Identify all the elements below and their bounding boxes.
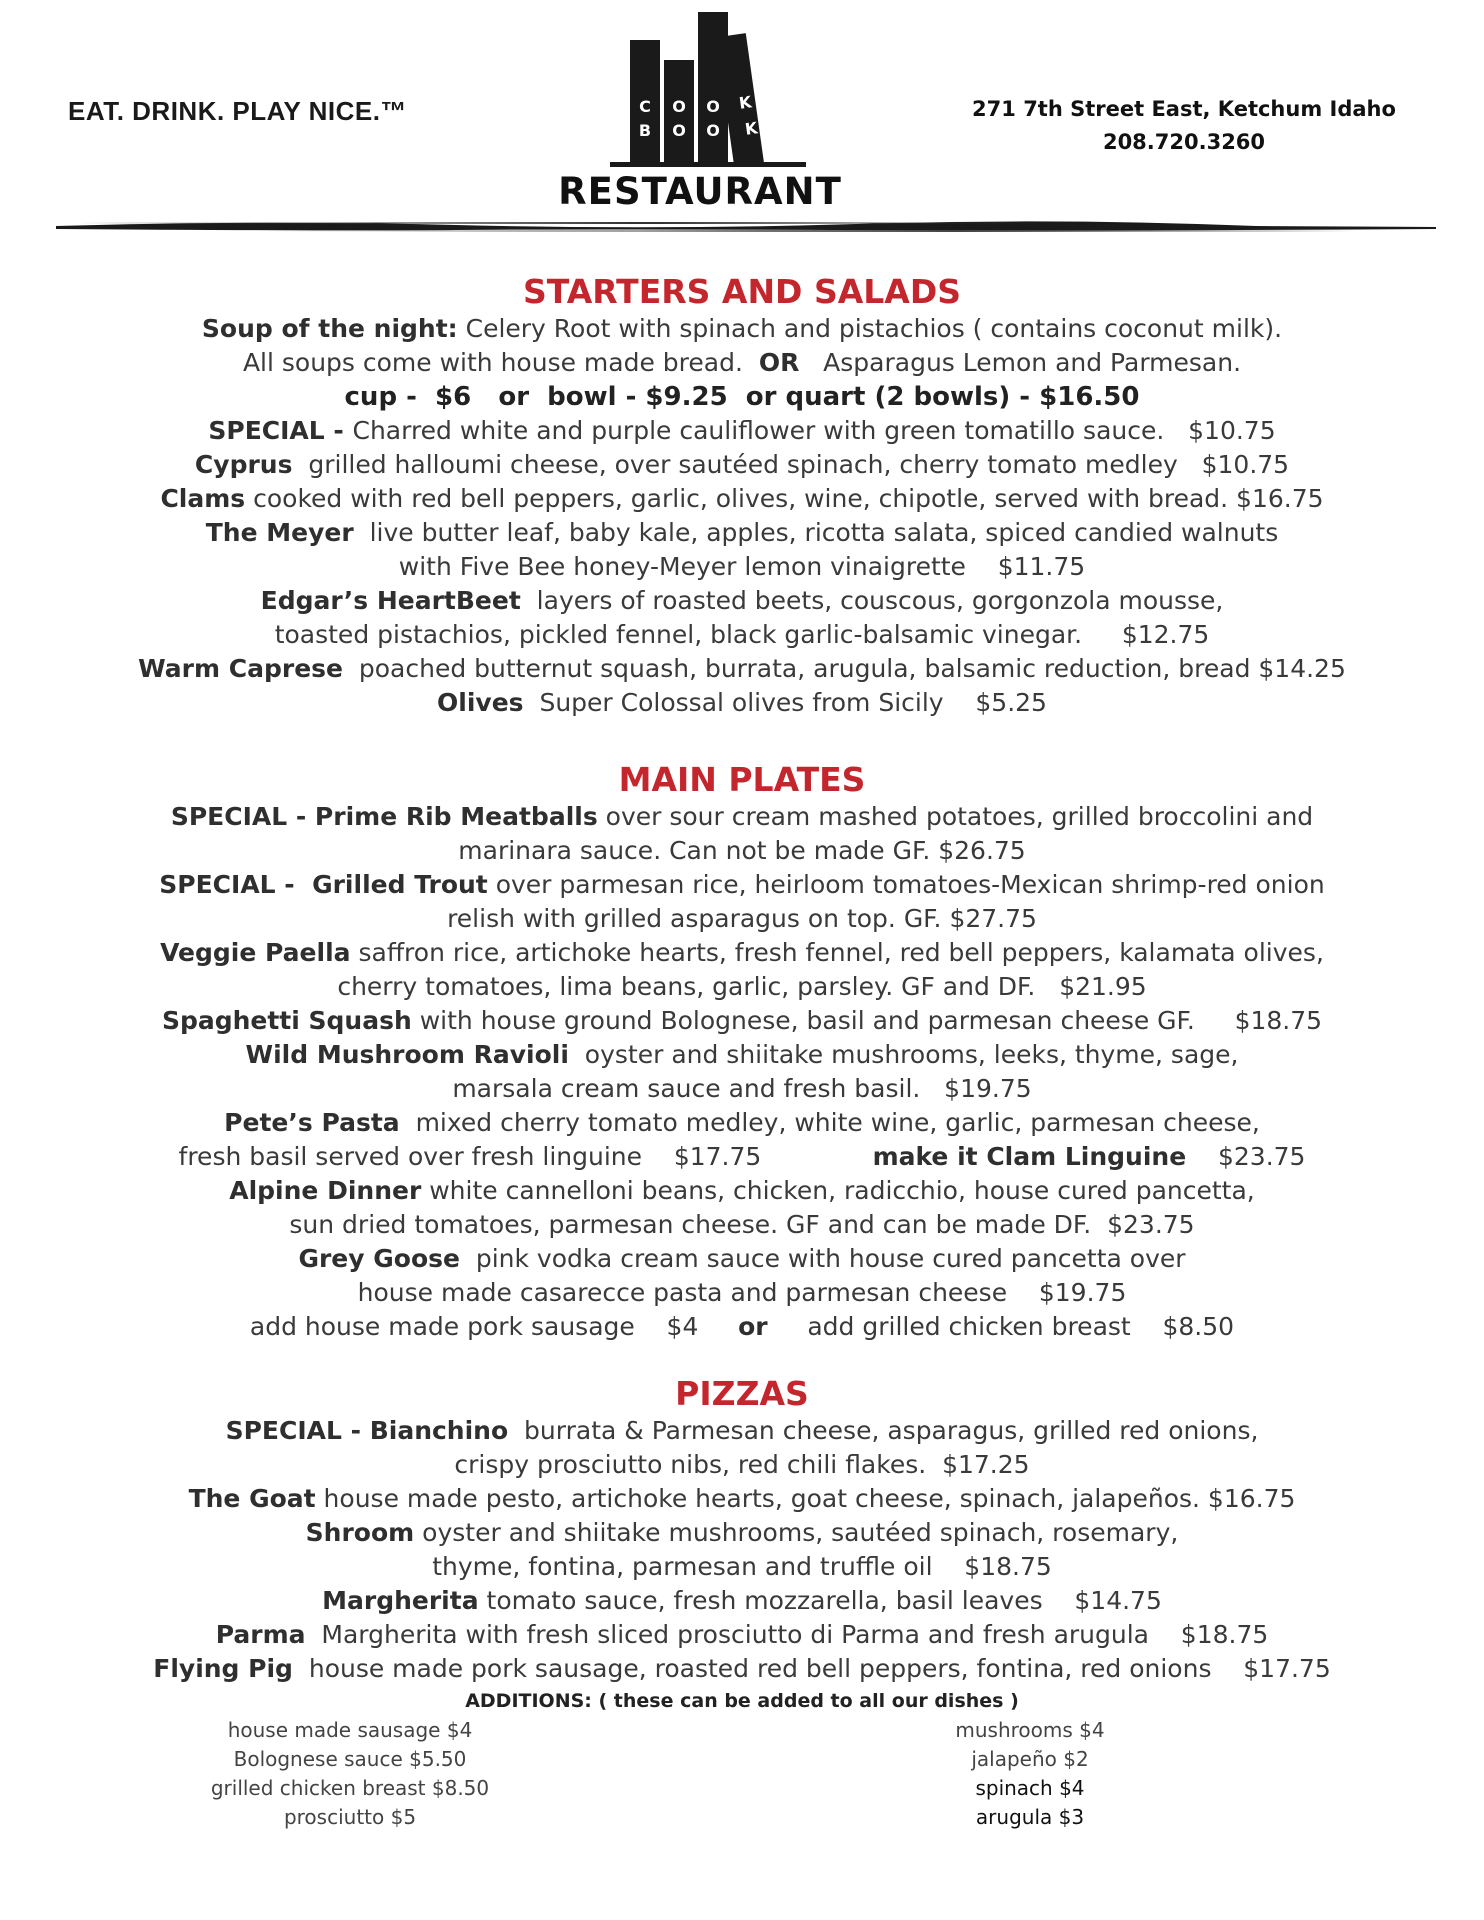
item-name: Pete’s Pasta bbox=[224, 1108, 400, 1137]
item-name: Margherita bbox=[322, 1586, 479, 1615]
tagline: EAT. DRINK. PLAY NICE.™ bbox=[68, 96, 407, 126]
item-name: SPECIAL - Grilled Trout bbox=[159, 870, 488, 899]
item-desc: with house ground Bolognese, basil and parmesan cheese GF. $18.75 bbox=[411, 1006, 1323, 1035]
menu-item-flying-pig bbox=[0, 1652, 1484, 1686]
item-name: Shroom bbox=[305, 1518, 415, 1547]
logo-letter: O bbox=[672, 121, 686, 140]
menu-item-cyprus bbox=[0, 448, 1484, 482]
menu-item-clams bbox=[0, 482, 1484, 516]
menu-item-warm-caprese bbox=[0, 652, 1484, 686]
brush-divider bbox=[56, 218, 1436, 238]
item-desc: saffron rice, artichoke hearts, fresh fennel, red bell peppers, kalamata olives, bbox=[350, 938, 1324, 967]
menu-item-ravioli-line2: marsala cream sauce and fresh basil. $19.75 bbox=[452, 1074, 1032, 1103]
menu-item-bianchino-line2: crispy prosciutto nibs, red chili flakes. $17.25 bbox=[454, 1450, 1030, 1479]
item-name: Edgar’s HeartBeet bbox=[260, 586, 521, 615]
menu-item-heartbeet bbox=[0, 584, 1484, 618]
item-desc: oyster and shiitake mushrooms, leeks, thyme, sage, bbox=[568, 1040, 1239, 1069]
logo-letter: K bbox=[737, 92, 753, 113]
additions-title: ADDITIONS: ( these can be added to all our dishes ) bbox=[465, 1690, 1019, 1712]
menu-item-grey-goose bbox=[0, 1242, 1484, 1276]
menu-item-shroom bbox=[0, 1516, 1484, 1550]
menu-item-meyer bbox=[0, 516, 1484, 550]
item-desc: cooked with red bell peppers, garlic, olives, wine, chipotle, served with bread. $16.75 bbox=[245, 484, 1324, 513]
main-addons bbox=[0, 1310, 1484, 1344]
section-title-starters: STARTERS AND SALADS bbox=[523, 272, 961, 311]
menu-item-trout bbox=[0, 868, 1484, 902]
item-desc: Asparagus Lemon and Parmesan. bbox=[799, 348, 1242, 377]
section-gap bbox=[0, 1344, 1484, 1374]
menu-item-heartbeet-line2: toasted pistachios, pickled fennel, black garlic-balsamic vinegar. $12.75 bbox=[274, 620, 1210, 649]
restaurant-title: RESTAURANT bbox=[558, 170, 842, 213]
menu-item-bianchino bbox=[0, 1414, 1484, 1448]
item-name: The Meyer bbox=[205, 518, 354, 547]
item-desc: over parmesan rice, heirloom tomatoes-Mexican shrimp-red onion bbox=[487, 870, 1325, 899]
logo-letter: K bbox=[743, 118, 759, 139]
item-name: make it Clam Linguine bbox=[872, 1142, 1187, 1171]
item-desc: Charred white and purple cauliflower with green tomatillo sauce. $10.75 bbox=[352, 416, 1276, 445]
item-desc: oyster and shiitake mushrooms, sautéed spinach, rosemary, bbox=[414, 1518, 1179, 1547]
or-label: OR bbox=[758, 348, 800, 377]
item-name: Grey Goose bbox=[298, 1244, 460, 1273]
item-desc: burrata & Parmesan cheese, asparagus, grilled red onions, bbox=[508, 1416, 1259, 1445]
item-name: Alpine Dinner bbox=[229, 1176, 422, 1205]
item-name: Veggie Paella bbox=[160, 938, 351, 967]
item-name: Spaghetti Squash bbox=[161, 1006, 412, 1035]
or-label: or bbox=[738, 1312, 768, 1341]
item-name: Wild Mushroom Ravioli bbox=[245, 1040, 569, 1069]
item-name: SPECIAL - Bianchino bbox=[225, 1416, 509, 1445]
section-gap bbox=[0, 720, 1484, 760]
menu-item-the-goat bbox=[0, 1482, 1484, 1516]
item-desc: Super Colossal olives from Sicily $5.25 bbox=[523, 688, 1047, 717]
logo-letter: B bbox=[638, 121, 652, 140]
menu-item-ravioli bbox=[0, 1038, 1484, 1072]
item-desc: grilled halloumi cheese, over sautéed spinach, cherry tomato medley $10.75 bbox=[292, 450, 1290, 479]
menu-item-soup bbox=[0, 312, 1484, 346]
menu-item-olives bbox=[0, 686, 1484, 720]
menu-item-alpine-dinner-line2: sun dried tomatoes, parmesan cheese. GF and can be made DF. $23.75 bbox=[289, 1210, 1195, 1239]
item-desc: Celery Root with spinach and pistachios ( contains coconut milk). bbox=[457, 314, 1283, 343]
item-name: Cyprus bbox=[194, 450, 293, 479]
logo-letter: C bbox=[639, 97, 651, 116]
contact-info bbox=[924, 93, 1444, 159]
menu-item-paella bbox=[0, 936, 1484, 970]
menu-item-alpine-dinner bbox=[0, 1174, 1484, 1208]
item-desc: tomato sauce, fresh mozzarella, basil leaves $14.75 bbox=[478, 1586, 1162, 1615]
addition-item: grilled chicken breast $8.50 bbox=[210, 1776, 490, 1800]
item-desc: house made pork sausage, roasted red bell peppers, fontina, red onions $17.75 bbox=[292, 1654, 1331, 1683]
item-desc: poached butternut squash, burrata, arugula, balsamic reduction, bread $14.25 bbox=[343, 654, 1346, 683]
logo-letter: O bbox=[672, 97, 686, 116]
item-name: Soup of the night: bbox=[201, 314, 458, 343]
addition-item: arugula $3 bbox=[975, 1805, 1085, 1829]
item-name: SPECIAL - Prime Rib Meatballs bbox=[170, 802, 598, 831]
menu-item-paella-line2: cherry tomatoes, lima beans, garlic, parsley. GF and DF. $21.95 bbox=[337, 972, 1147, 1001]
menu-item-margherita bbox=[0, 1584, 1484, 1618]
addition-item: house made sausage $4 bbox=[227, 1718, 473, 1742]
menu-item-meatballs bbox=[0, 800, 1484, 834]
menu-body bbox=[0, 272, 1484, 1846]
addition-item: jalapeño $2 bbox=[971, 1747, 1089, 1771]
item-name: Parma bbox=[215, 1620, 306, 1649]
menu-item-parma bbox=[0, 1618, 1484, 1652]
addon-chicken: add grilled chicken breast $8.50 bbox=[767, 1312, 1235, 1341]
item-desc: white cannelloni beans, chicken, radicchio, house cured pancetta, bbox=[421, 1176, 1255, 1205]
logo-letter: O bbox=[706, 121, 720, 140]
additions-right-column bbox=[930, 1716, 1130, 1832]
item-name: The Goat bbox=[188, 1484, 316, 1513]
addition-item: spinach $4 bbox=[975, 1776, 1085, 1800]
soup-price-text: cup - $6 or bowl - $9.25 or quart (2 bowls) - $16.50 bbox=[344, 382, 1140, 412]
item-name: Olives bbox=[437, 688, 524, 717]
item-desc: live butter leaf, baby kale, apples, ricotta salata, spiced candied walnuts bbox=[353, 518, 1279, 547]
address: 271 7th Street East, Ketchum Idaho bbox=[972, 97, 1396, 121]
section-title-pizzas: PIZZAS bbox=[675, 1374, 809, 1413]
item-desc: house made pesto, artichoke hearts, goat cheese, spinach, jalapeños. $16.75 bbox=[315, 1484, 1296, 1513]
cookbook-logo bbox=[606, 8, 806, 172]
item-price: $23.75 bbox=[1186, 1142, 1306, 1171]
menu-item-shroom-line2: thyme, fontina, parmesan and truffle oil $18.75 bbox=[432, 1552, 1052, 1581]
item-desc: Margherita with fresh sliced prosciutto di Parma and fresh arugula $18.75 bbox=[305, 1620, 1269, 1649]
addition-item: prosciutto $5 bbox=[283, 1805, 417, 1829]
item-name: Clams bbox=[160, 484, 246, 513]
menu-item-soup-line2 bbox=[0, 346, 1484, 380]
menu-item-petes-pasta bbox=[0, 1106, 1484, 1140]
menu-item-spaghetti-squash bbox=[0, 1004, 1484, 1038]
item-desc: over sour cream mashed potatoes, grilled broccolini and bbox=[597, 802, 1314, 831]
item-desc: mixed cherry tomato medley, white wine, garlic, parmesan cheese, bbox=[399, 1108, 1260, 1137]
menu-item-meatballs-line2: marinara sauce. Can not be made GF. $26.75 bbox=[458, 836, 1026, 865]
addition-item: mushrooms $4 bbox=[955, 1718, 1105, 1742]
item-desc: pink vodka cream sauce with house cured pancetta over bbox=[459, 1244, 1186, 1273]
logo-letter: O bbox=[706, 97, 720, 116]
menu-item-grey-goose-line2: house made casarecce pasta and parmesan cheese $19.75 bbox=[357, 1278, 1127, 1307]
item-name: Warm Caprese bbox=[138, 654, 343, 683]
item-desc: All soups come with house made bread. bbox=[242, 348, 759, 377]
menu-item-special-cauliflower bbox=[0, 414, 1484, 448]
menu-item-trout-line2: relish with grilled asparagus on top. GF. $27.75 bbox=[447, 904, 1037, 933]
additions-list bbox=[0, 1716, 1484, 1846]
item-name: Flying Pig bbox=[153, 1654, 293, 1683]
phone: 208.720.3260 bbox=[1102, 130, 1266, 154]
addon-sausage: add house made pork sausage $4 bbox=[249, 1312, 739, 1341]
menu-item-petes-pasta-line2 bbox=[0, 1140, 1484, 1174]
item-name: SPECIAL - bbox=[208, 416, 353, 445]
addition-item: Bolognese sauce $5.50 bbox=[233, 1747, 467, 1771]
additions-left-column bbox=[200, 1716, 500, 1832]
section-title-main-plates: MAIN PLATES bbox=[618, 760, 866, 799]
item-desc: layers of roasted beets, couscous, gorgonzola mousse, bbox=[520, 586, 1224, 615]
item-desc: fresh basil served over fresh linguine $17.75 bbox=[178, 1142, 873, 1171]
menu-item-meyer-line2: with Five Bee honey-Meyer lemon vinaigrette $11.75 bbox=[398, 552, 1086, 581]
soup-prices bbox=[0, 380, 1484, 414]
